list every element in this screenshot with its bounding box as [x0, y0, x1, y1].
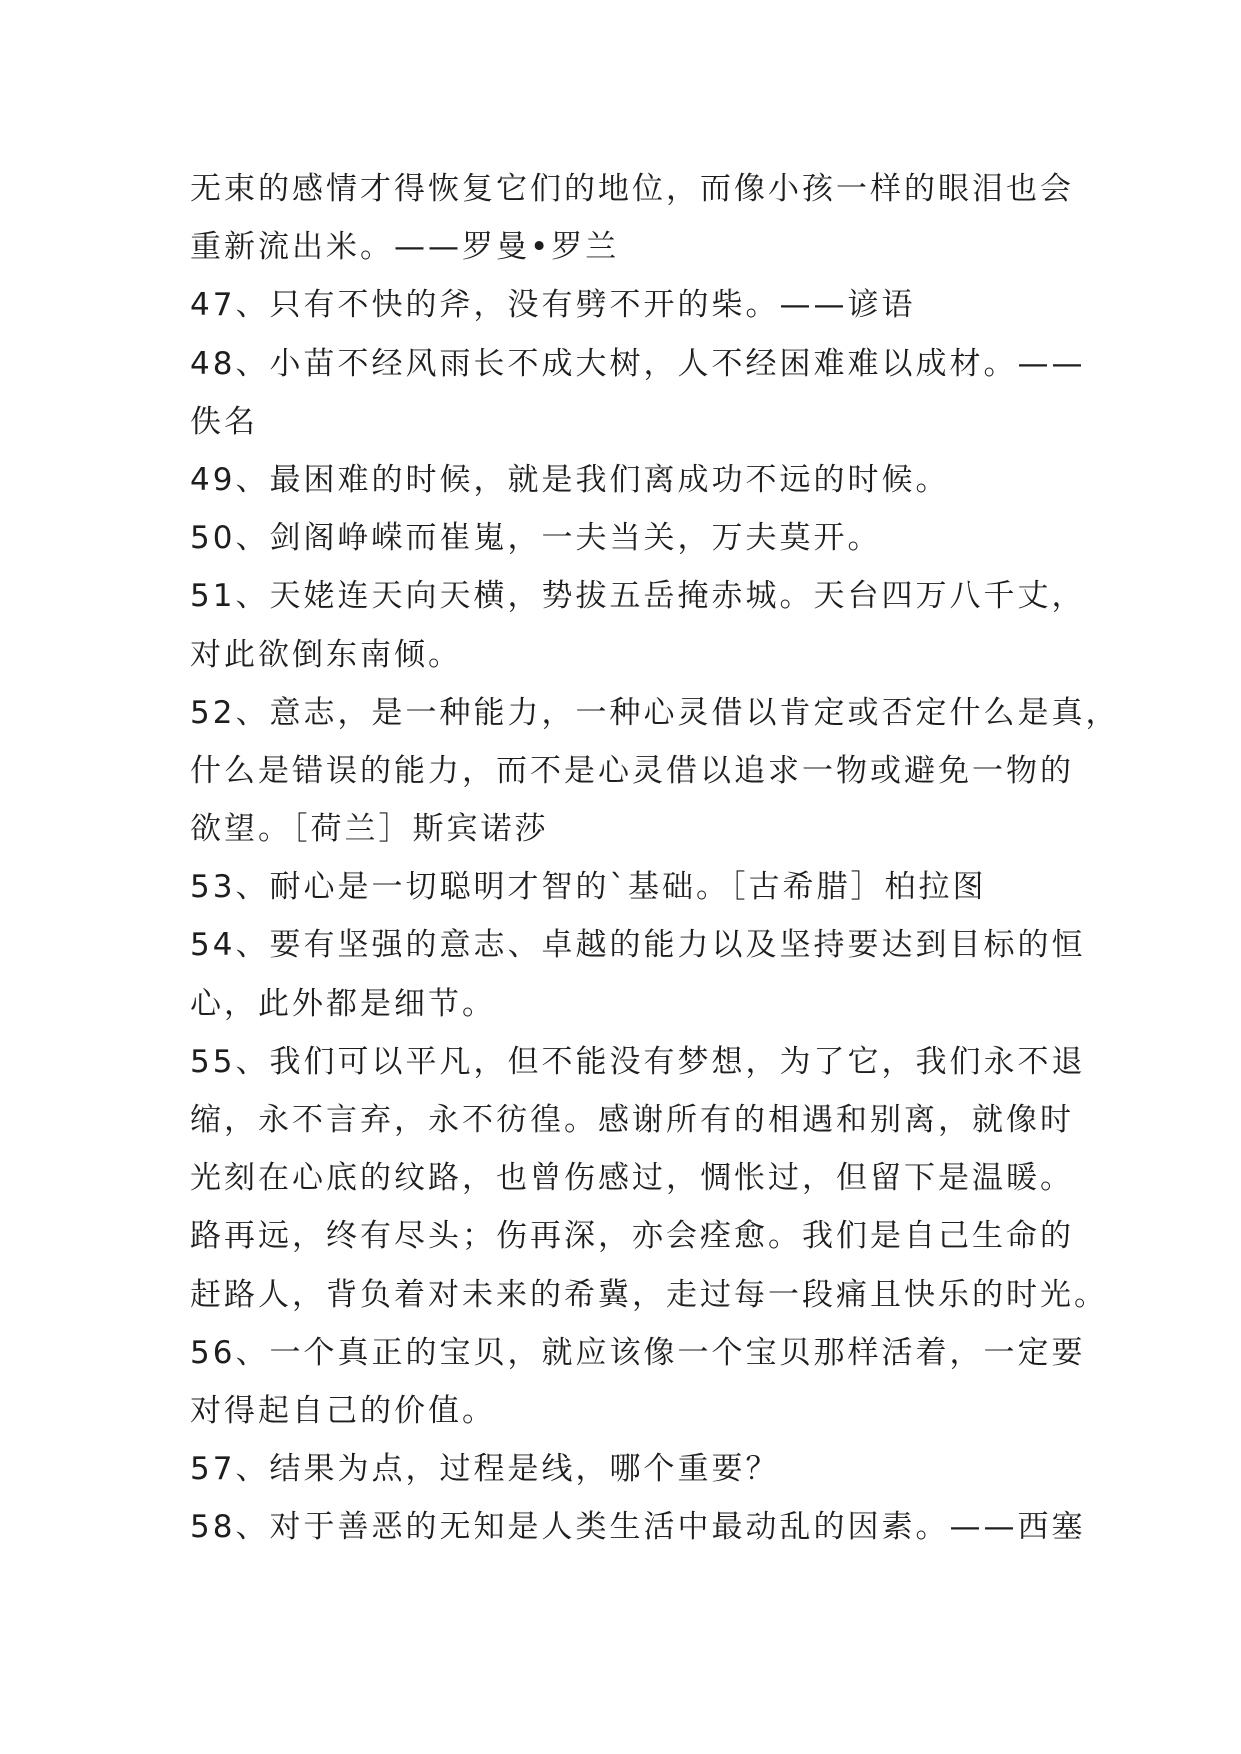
text-line: 缩，永不言弃，永不彷徨。感谢所有的相遇和别离，就像时 — [190, 1102, 1074, 1138]
text-line: 47、只有不快的斧，没有劈不开的柴。——谚语 — [190, 287, 916, 324]
text-line: 欲望。［荷兰］斯宾诺莎 — [190, 811, 549, 848]
text-line: 58、对于善恶的无知是人类生活中最动乱的因素。——西塞 — [190, 1509, 1086, 1546]
text-line: 赶路人，背负着对未来的希冀，走过每一段痛且快乐的时光。 — [190, 1276, 1108, 1313]
text-line: 54、要有坚强的意志、卓越的能力以及坚持要达到目标的恒 — [190, 927, 1086, 964]
text-line: 无束的感情才得恢复它们的地位，而像小孩一样的眼泪也会 — [190, 171, 1074, 207]
text-line: 57、结果为点，过程是线，哪个重要？ — [190, 1451, 780, 1488]
text-line: 重新流出米。——罗曼•罗兰 — [190, 229, 620, 266]
text-line: 48、小苗不经风雨长不成大树，人不经困难难以成材。—— — [190, 345, 1086, 382]
document-body — [190, 160, 1120, 1557]
text-line: 路再远，终有尽头；伤再深，亦会痊愈。我们是自己生命的 — [190, 1218, 1074, 1255]
text-line: 52、意志，是一种能力，一种心灵借以肯定或否定什么是真， — [190, 694, 1120, 731]
text-line: 51、天姥连天向天横，势拔五岳掩赤城。天台四万八千丈， — [190, 578, 1086, 615]
text-line: 佚名 — [190, 403, 258, 440]
text-line: 对此欲倒东南倾。 — [190, 636, 462, 673]
text-line: 对得起自己的价值。 — [190, 1392, 496, 1429]
text-line: 50、剑阁峥嵘而崔嵬，一夫当关，万夫莫开。 — [190, 520, 882, 557]
text-line: 56、一个真正的宝贝，就应该像一个宝贝那样活着，一定要 — [190, 1334, 1086, 1371]
text-line: 光刻在心底的纹路，也曾伤感过，惆怅过，但留下是温暖。 — [190, 1160, 1074, 1197]
text-line: 心，此外都是细节。 — [190, 985, 496, 1022]
text-line: 49、最困难的时候，就是我们离成功不远的时候。 — [190, 461, 950, 498]
text-line: 53、耐心是一切聪明才智的`基础。［古希腊］柏拉图 — [190, 869, 987, 906]
text-line: 什么是错误的能力，而不是心灵借以追求一物或避免一物的 — [190, 752, 1074, 789]
text-line: 55、我们可以平凡，但不能没有梦想，为了它，我们永不退 — [190, 1043, 1086, 1080]
